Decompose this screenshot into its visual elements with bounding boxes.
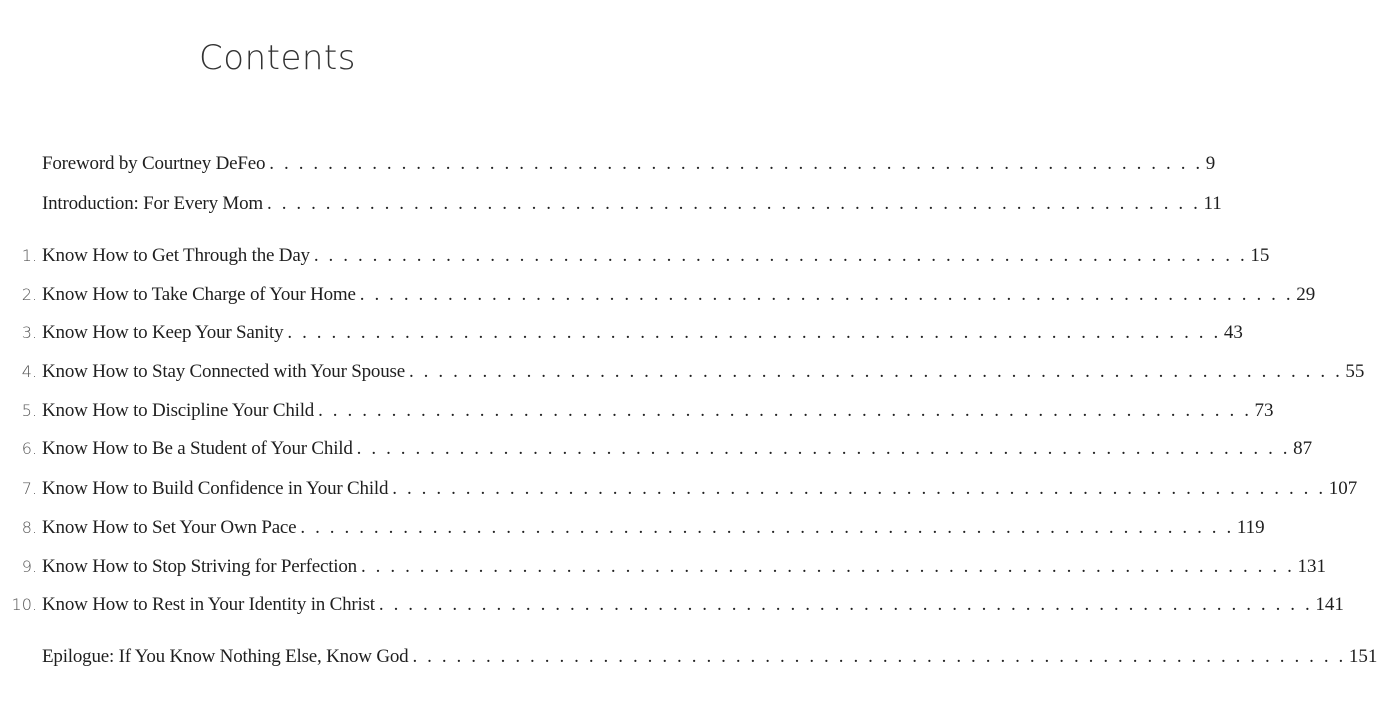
toc-page-number: 15 [1250,245,1270,266]
toc-chapter-5[interactable] [0,397,1274,425]
toc-entry-introduction[interactable] [0,190,1222,218]
toc-chapter-3[interactable] [0,319,1243,347]
toc-page-number: 11 [1203,193,1222,214]
toc-page-number: 141 [1315,594,1344,615]
chapter-number: 3. [21,323,37,342]
toc-page-number: 87 [1293,438,1313,459]
toc-entry-label: Know How to Build Confidence in Your Child [42,478,389,499]
dot-leader: . . . . . . . . . . . . . . . . . . . . . . . . . . . . . . . . . . . . . . . . . . . . . . . . . . . . . . . . . . . . . . . . [359,284,1294,305]
page-title: Contents [199,38,356,78]
toc-entry-body [42,281,1316,309]
toc-page-number: 29 [1296,284,1316,305]
toc-chapter-7[interactable] [0,475,1358,503]
toc-entry-body [42,190,1222,218]
toc-entry-body [42,319,1243,347]
dot-leader: . . . . . . . . . . . . . . . . . . . . . . . . . . . . . . . . . . . . . . . . . . . . . . . . . . . . . . . . . . . . . . . . [269,153,1203,174]
dot-leader: . . . . . . . . . . . . . . . . . . . . . . . . . . . . . . . . . . . . . . . . . . . . . . . . . . . . . . . . . . . . . . . . [313,245,1248,266]
chapter-number: 10. [11,595,37,614]
toc-entry-body [42,475,1358,503]
toc-entry-label: Know How to Stop Striving for Perfection [42,556,357,577]
toc-page-number: 131 [1297,556,1326,577]
toc-chapter-1[interactable] [0,242,1270,270]
toc-page-number: 151 [1348,646,1377,667]
toc-chapter-8[interactable] [0,514,1265,542]
toc-entry-body [42,150,1216,178]
toc-entry-label: Know How to Take Charge of Your Home [42,284,356,305]
toc-page-number: 119 [1236,517,1265,538]
dot-leader: . . . . . . . . . . . . . . . . . . . . . . . . . . . . . . . . . . . . . . . . . . . . . . . . . . . . . . . . . . . . . . . . [267,193,1201,214]
toc-chapter-10[interactable] [0,591,1344,619]
toc-entry-epilogue[interactable] [0,643,1377,671]
toc-entry-label: Know How to Be a Student of Your Child [42,438,353,459]
toc-entry-body [42,643,1377,671]
toc-entry-body [42,435,1313,463]
toc-page-number: 73 [1254,400,1274,421]
dot-leader: . . . . . . . . . . . . . . . . . . . . . . . . . . . . . . . . . . . . . . . . . . . . . . . . . . . . . . . . . . . . . . . . [412,646,1346,667]
dot-leader: . . . . . . . . . . . . . . . . . . . . . . . . . . . . . . . . . . . . . . . . . . . . . . . . . . . . . . . . . . . . . . . . [287,322,1221,343]
toc-page-number: 55 [1345,361,1365,382]
toc-entry-body [42,553,1326,581]
toc-chapter-9[interactable] [0,553,1326,581]
toc-chapter-6[interactable] [0,435,1313,463]
toc-entry-body [42,242,1270,270]
chapter-number: 1. [21,246,37,265]
toc-entry-body [42,397,1274,425]
chapter-number: 2. [21,285,37,304]
toc-chapter-2[interactable] [0,281,1316,309]
chapter-number: 9. [21,557,37,576]
dot-leader: . . . . . . . . . . . . . . . . . . . . . . . . . . . . . . . . . . . . . . . . . . . . . . . . . . . . . . . . . . . . . . . . [318,400,1252,421]
toc-page-number: 107 [1328,478,1358,499]
toc-entry-label: Know How to Discipline Your Child [42,400,315,421]
toc-entry-body [42,514,1265,542]
toc-entry-label: Introduction: For Every Mom [42,193,263,214]
chapter-number: 4. [21,362,37,381]
dot-leader: . . . . . . . . . . . . . . . . . . . . . . . . . . . . . . . . . . . . . . . . . . . . . . . . . . . . . . . . . . . . . . . . [360,556,1295,577]
toc-chapter-4[interactable] [0,358,1365,386]
chapter-number: 6. [21,439,37,458]
toc-entry-label: Know How to Stay Connected with Your Spouse [42,361,405,382]
toc-entry-label: Know How to Keep Your Sanity [42,322,284,343]
toc-page-number: 43 [1223,322,1243,343]
dot-leader: . . . . . . . . . . . . . . . . . . . . . . . . . . . . . . . . . . . . . . . . . . . . . . . . . . . . . . . . . . . . . . . . [356,438,1291,459]
chapter-number: 5. [21,401,37,420]
toc-entry-label: Epilogue: If You Know Nothing Else, Know God [42,646,409,667]
dot-leader: . . . . . . . . . . . . . . . . . . . . . . . . . . . . . . . . . . . . . . . . . . . . . . . . . . . . . . . . . . . . . . . . [378,594,1313,615]
chapter-number: 8. [21,518,37,537]
chapter-number: 7. [21,479,37,498]
toc-entry-label: Know How to Rest in Your Identity in Christ [42,594,375,615]
toc-entry-label: Foreword by Courtney DeFeo [42,153,266,174]
toc-entry-body [42,358,1365,386]
toc-page-number: 9 [1205,153,1216,174]
toc-entry-label: Know How to Set Your Own Pace [42,517,297,538]
dot-leader: . . . . . . . . . . . . . . . . . . . . . . . . . . . . . . . . . . . . . . . . . . . . . . . . . . . . . . . . . . . . . . . . [300,517,1234,538]
dot-leader: . . . . . . . . . . . . . . . . . . . . . . . . . . . . . . . . . . . . . . . . . . . . . . . . . . . . . . . . . . . . . . . . [392,478,1326,499]
toc-entry-foreword[interactable] [0,150,1216,178]
dot-leader: . . . . . . . . . . . . . . . . . . . . . . . . . . . . . . . . . . . . . . . . . . . . . . . . . . . . . . . . . . . . . . . . [408,361,1343,382]
toc-entry-body [42,591,1344,619]
toc-entry-label: Know How to Get Through the Day [42,245,310,266]
